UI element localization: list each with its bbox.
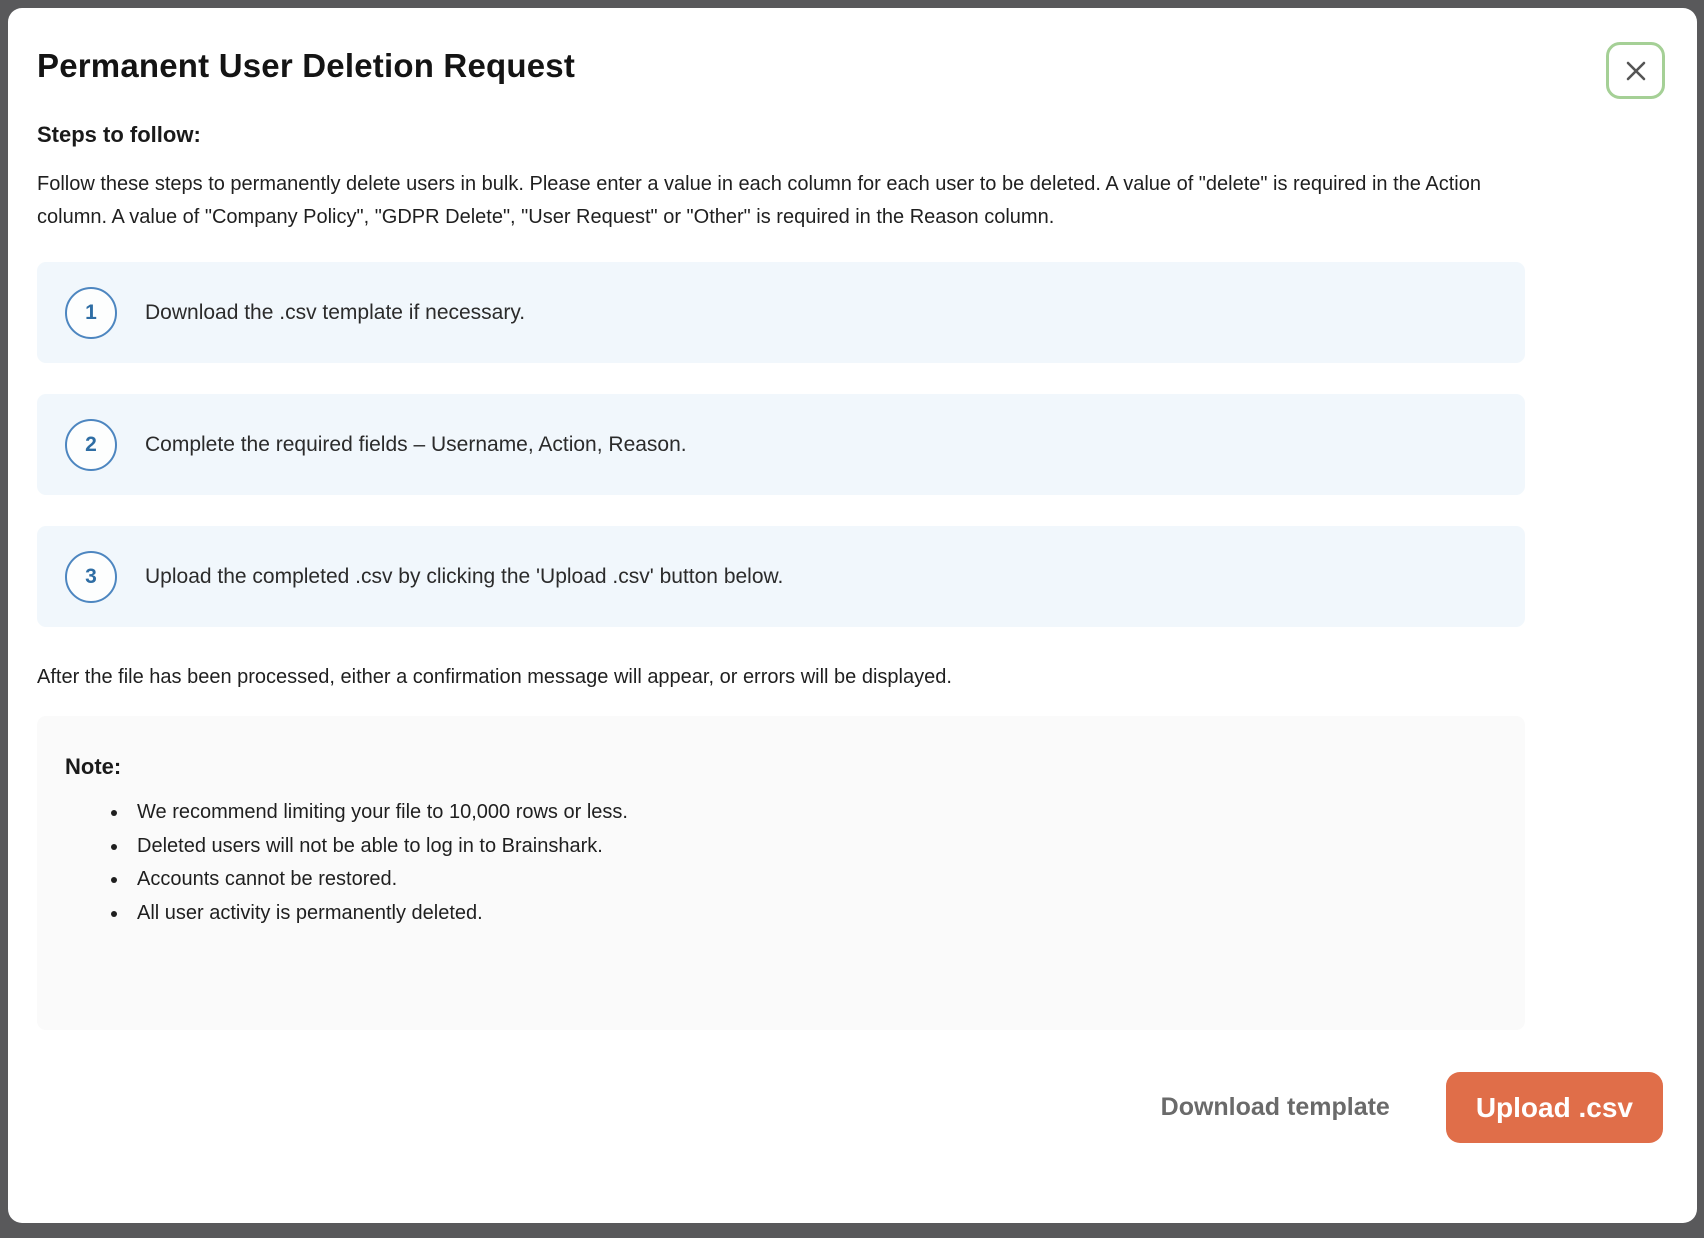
step-text: Download the .csv template if necessary. xyxy=(145,300,526,324)
step-number-badge: 3 xyxy=(65,551,117,603)
note-list xyxy=(65,796,1497,930)
upload-csv-button[interactable]: Upload .csv xyxy=(1446,1072,1663,1143)
step-row-1 xyxy=(37,262,1525,363)
step-row-2 xyxy=(37,394,1525,495)
step-row-3 xyxy=(37,526,1525,627)
after-processing-text: After the file has been processed, either a confirmation message will appear, or errors will be displayed. xyxy=(37,666,952,688)
step-text: Complete the required fields – Username, Action, Reason. xyxy=(145,432,687,456)
note-item: • Deleted users will not be able to log in to Brainshark. xyxy=(129,830,1497,864)
note-heading: Note: xyxy=(65,754,122,779)
close-icon xyxy=(1621,56,1651,86)
note-item: • We recommend limiting your file to 10,000 rows or less. xyxy=(129,796,1497,830)
steps-heading: Steps to follow: xyxy=(37,122,201,147)
close-button[interactable] xyxy=(1606,42,1665,99)
intro-paragraph: Follow these steps to permanently delete users in bulk. Please enter a value in each column for each user to be deleted. A value of "delete" is required in the Action column. A value of "Company Policy", "GDPR Delete", "User Request" or "Other" is required in the Reason column. xyxy=(37,173,1481,228)
step-number-badge: 2 xyxy=(65,419,117,471)
download-template-button[interactable]: Download template xyxy=(1160,1093,1390,1121)
permanent-user-deletion-dialog xyxy=(8,8,1697,1223)
note-item: • All user activity is permanently deleted. xyxy=(129,897,1497,931)
note-box xyxy=(37,716,1525,1030)
step-number-badge: 1 xyxy=(65,287,117,339)
dialog-title: Permanent User Deletion Request xyxy=(37,47,576,84)
step-text: Upload the completed .csv by clicking the 'Upload .csv' button below. xyxy=(145,564,784,588)
dialog-footer xyxy=(8,1072,1697,1143)
note-item: • Accounts cannot be restored. xyxy=(129,863,1497,897)
